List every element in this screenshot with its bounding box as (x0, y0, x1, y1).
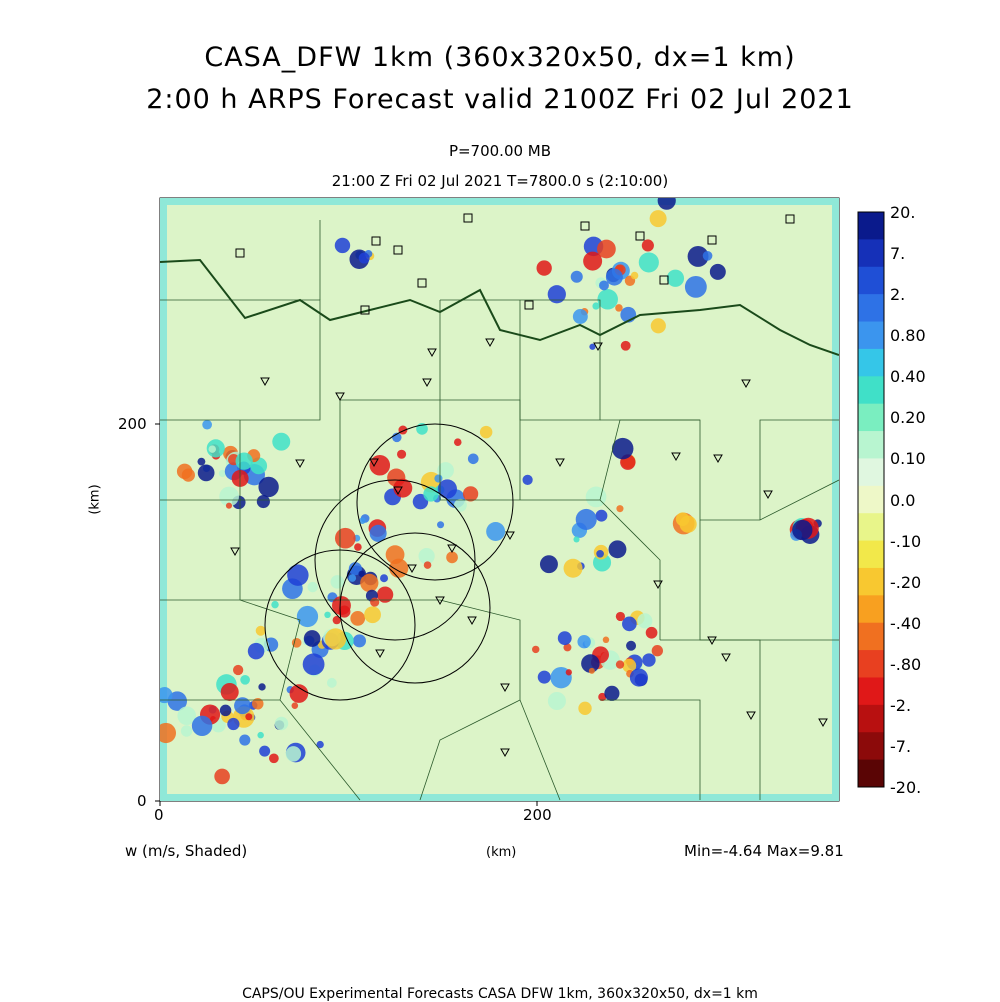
min-max-stats: Min=-4.64 Max=9.81 (684, 842, 844, 860)
colorbar-swatch (858, 267, 884, 295)
updraft-cell (792, 520, 812, 540)
updraft-cell (192, 716, 212, 736)
updraft-cell (303, 653, 325, 675)
updraft-cell (573, 309, 588, 324)
updraft-cell (239, 734, 250, 745)
colorbar-swatch (858, 322, 884, 350)
updraft-cell (651, 318, 666, 333)
updraft-cell (454, 499, 467, 512)
updraft-cell (325, 628, 346, 649)
footer-credit: CAPS/OU Experimental Forecasts CASA DFW 1km, 360x320x50, dx=1 km (242, 986, 758, 1002)
colorbar-swatch (858, 486, 884, 514)
colorbar-swatch (858, 650, 884, 678)
updraft-cell (240, 675, 250, 685)
colorbar-label: -.20 (890, 572, 922, 592)
colorbar-label: -2. (890, 695, 912, 715)
x-axis-label: (km) (486, 845, 517, 860)
updraft-cell (642, 239, 654, 251)
updraft-cell (650, 210, 667, 227)
updraft-cell (571, 271, 583, 283)
updraft-cell (480, 426, 492, 438)
updraft-cell (621, 341, 631, 351)
updraft-cell (646, 627, 658, 639)
updraft-cell (214, 769, 230, 785)
updraft-cell (468, 453, 479, 464)
colorbar-swatch (858, 732, 884, 760)
colorbar-swatch (858, 458, 884, 486)
x-tick-0: 0 (154, 806, 164, 824)
colorbar-label: 0.40 (890, 367, 926, 387)
map-title-line1: CASA_DFW 1km (360x320x50, dx=1 km) (204, 42, 796, 73)
updraft-cell (269, 753, 279, 763)
colorbar-swatch (858, 212, 884, 240)
colorbar-swatch (858, 677, 884, 705)
updraft-cell (437, 521, 444, 528)
updraft-cell (354, 543, 362, 551)
colorbar-label: -.80 (890, 654, 922, 674)
updraft-cell (538, 671, 551, 684)
updraft-cell (616, 660, 624, 668)
updraft-cell (583, 252, 602, 271)
updraft-cell (454, 438, 462, 446)
colorbar-swatch (858, 513, 884, 541)
colorbar-label: 0.10 (890, 449, 926, 469)
updraft-cell (350, 611, 365, 626)
updraft-cell (612, 438, 633, 459)
updraft-cell (630, 668, 648, 686)
updraft-cell (227, 718, 239, 730)
updraft-cell (380, 574, 388, 582)
updraft-cell (596, 510, 608, 522)
updraft-cell (606, 269, 623, 286)
updraft-cell (202, 420, 212, 430)
updraft-cell (532, 646, 539, 653)
field-label: w (m/s, Shaded) (125, 842, 248, 860)
updraft-cell (177, 464, 192, 479)
updraft-cell (604, 686, 619, 701)
updraft-cell (364, 606, 381, 623)
updraft-cell (548, 692, 566, 710)
colorbar-swatch (858, 404, 884, 432)
updraft-cell (297, 606, 318, 627)
updraft-cell (537, 260, 552, 275)
colorbar-label: 20. (890, 203, 916, 222)
colorbar-label: 2. (890, 285, 906, 305)
updraft-cell (331, 575, 345, 589)
x-tick-200: 200 (523, 806, 552, 824)
colorbar-swatch (858, 760, 884, 788)
updraft-cell (359, 253, 370, 264)
updraft-cell (685, 276, 707, 298)
colorbar-swatch (858, 705, 884, 733)
updraft-cell (616, 505, 623, 512)
updraft-cell (642, 653, 655, 666)
colorbar-swatch (858, 239, 884, 267)
colorbar-label: -.10 (890, 531, 922, 551)
map-title-line2: 2:00 h ARPS Forecast valid 2100Z Fri 02 Jul 2021 (146, 84, 854, 115)
updraft-cell (256, 626, 266, 636)
colorbar-swatch (858, 595, 884, 623)
updraft-cell (558, 631, 572, 645)
updraft-cell (245, 713, 252, 720)
updraft-cell (615, 304, 622, 311)
updraft-cell (307, 582, 317, 592)
pressure-level-label: P=700.00 MB (448, 142, 552, 160)
colorbar-label: -7. (890, 736, 912, 756)
updraft-cell (564, 559, 583, 578)
updraft-cell (226, 503, 232, 509)
updraft-cell (275, 717, 288, 730)
updraft-cell (589, 668, 595, 674)
updraft-cell (578, 702, 591, 715)
updraft-cell (522, 475, 532, 485)
y-tick-200: 200 (118, 415, 147, 433)
updraft-cell (667, 270, 684, 287)
colorbar-label: -20. (890, 778, 922, 797)
colorbar (858, 212, 884, 788)
updraft-cell (358, 571, 364, 577)
updraft-cell (370, 455, 391, 476)
updraft-cell (596, 550, 604, 558)
updraft-cell (577, 635, 590, 648)
colorbar-label: -.40 (890, 613, 922, 633)
updraft-cell (259, 746, 270, 757)
updraft-cell (233, 665, 243, 675)
updraft-cell (626, 641, 636, 651)
updraft-cell (486, 522, 505, 541)
updraft-cell (156, 687, 172, 703)
updraft-cell (463, 486, 478, 501)
updraft-cell (292, 702, 299, 709)
updraft-cell (397, 450, 406, 459)
colorbar-swatch (858, 349, 884, 377)
updraft-cell (236, 452, 253, 469)
colorbar-swatch (858, 431, 884, 459)
updraft-cell (389, 559, 408, 578)
updraft-cell (156, 723, 176, 743)
updraft-cell (566, 669, 572, 675)
colorbar-swatch (858, 294, 884, 322)
updraft-cell (631, 272, 639, 280)
valid-time-label: 21:00 Z Fri 02 Jul 2021 T=7800.0 s (2:10:00) (331, 172, 669, 190)
updraft-cell (576, 509, 597, 530)
updraft-cell (220, 705, 232, 717)
colorbar-label: 0.80 (890, 326, 926, 346)
updraft-cell (198, 464, 215, 481)
updraft-cell (592, 302, 599, 309)
updraft-cell (637, 613, 652, 628)
updraft-cell (548, 285, 566, 303)
updraft-cell (348, 574, 356, 582)
updraft-cell (424, 561, 432, 569)
updraft-cell (335, 238, 350, 253)
updraft-cell (603, 637, 609, 643)
updraft-cell (181, 725, 192, 736)
y-axis-label: (km) (87, 484, 103, 515)
updraft-cell (257, 732, 263, 738)
updraft-cell (353, 634, 366, 647)
updraft-cell (586, 487, 607, 508)
updraft-cell (304, 630, 321, 647)
updraft-cell (676, 512, 690, 526)
updraft-cell (324, 612, 330, 618)
updraft-cell (258, 683, 265, 690)
updraft-cell (573, 536, 579, 542)
colorbar-swatch (858, 568, 884, 596)
updraft-cell (272, 433, 290, 451)
updraft-cell (540, 555, 558, 573)
updraft-cell (221, 683, 239, 701)
updraft-cell (248, 643, 265, 660)
y-tick-0: 0 (137, 792, 147, 810)
updraft-cell (197, 458, 205, 466)
updraft-cell (370, 598, 379, 607)
updraft-cell (287, 564, 308, 585)
updraft-cell (290, 684, 309, 703)
updraft-cell (609, 540, 627, 558)
updraft-cell (209, 445, 216, 452)
updraft-cell (597, 289, 617, 309)
updraft-cell (616, 612, 625, 621)
colorbar-label: 0.0 (890, 490, 916, 510)
colorbar-swatch (858, 623, 884, 651)
updraft-cell (327, 678, 337, 688)
updraft-cell (446, 551, 458, 563)
colorbar-label: 7. (890, 244, 906, 264)
updraft-cell (703, 251, 713, 261)
updraft-cell (434, 474, 442, 482)
updraft-cell (271, 601, 278, 608)
updraft-cell (658, 192, 676, 210)
updraft-cell (286, 746, 301, 761)
colorbar-swatch (858, 541, 884, 569)
updraft-cell (652, 645, 663, 656)
updraft-cell (335, 528, 356, 549)
colorbar-label: 0.20 (890, 408, 926, 428)
colorbar-swatch (858, 376, 884, 404)
updraft-cell (438, 479, 457, 498)
updraft-cell (639, 252, 659, 272)
updraft-cell (710, 264, 726, 280)
updraft-cell (258, 477, 278, 497)
